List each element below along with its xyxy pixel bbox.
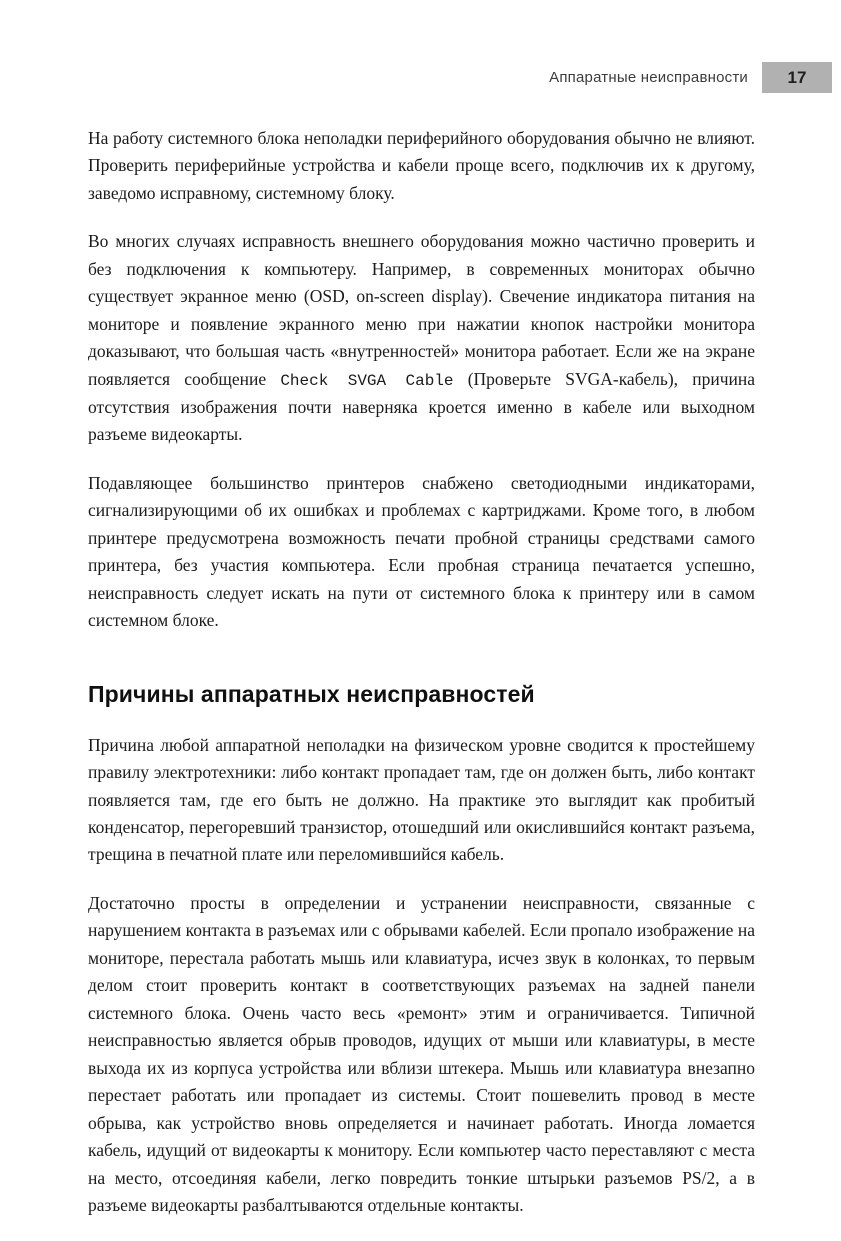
paragraph-contacts-cables: Достаточно просты в определении и устранении неисправности, связанные с нарушением контакта в разъемах или с обрывами кабелей. Если пропало изображение на мониторе, перестала работать мышь или клавиатура, исчез звук в колонках, то первым делом стоит проверить контакт в соответствующих разъемах на задней панели системного блока. Очень часто весь «ремонт» этим и ограничивается. Типичной неисправностью является обрыв проводов, идущих от мыши или клавиатуры, в месте выхода их из корпуса устройства или вблизи штекера. Мышь или клавиатура внезапно перестает работать или пропадает из системы. Стоит пошевелить провод в месте обрыва, как устройство вновь определяется и начинает работать. Иногда ломается кабель, идущий от видеокарты к монитору. Если компьютер часто переставляют с места на место, отсоединяя кабели, легко повредить тонкие штырьки разъемов PS/2, а в разъеме видеокарты разбалтываются отдельные контакты. — [88, 892, 755, 1216]
paragraph-external-check-text-before: Во многих случаях исправность внешнего оборудования можно частично проверить и без подключения к компьютеру. Например, в современных мониторах обычно существует экранное меню (OSD, on-screen display). Свечение индикатора питания на мониторе и появление экранного меню при нажатии кнопок настройки монитора доказывают, что большая часть «внутренностей» монитора работает. Если же на экране появляется сообщение — [88, 231, 755, 389]
page-number-badge: 17 — [762, 62, 832, 93]
section-heading: Причины аппаратных неисправностей — [88, 680, 535, 707]
running-title: Аппаратные неисправности — [549, 69, 748, 86]
code-check-svga-cable: Check SVGA Cable — [280, 371, 454, 390]
paragraph-causes: Причина любой аппаратной неполадки на физическом уровне сводится к простейшему правилу электротехники: либо контакт пропадает там, где он должен быть, либо контакт появляется там, где его быть не должно. На практике это выглядит как пробитый конденсатор, перегоревший транзистор, отошедший или окислившийся контакт разъема, трещина в печатной плате или переломившийся кабель. — [88, 734, 755, 865]
page-content — [88, 125, 755, 1220]
paragraph-external-check-text-after: (Проверьте SVGA-кабель), причина отсутствия изображения почти наверняка кроется именно в кабеле или выходном разъеме видеокарты. — [88, 368, 755, 445]
paragraph-external-check — [88, 228, 755, 448]
page-header — [0, 62, 841, 93]
paragraph-printers: Подавляющее большинство принтеров снабжено светодиодными индикаторами, сигнализирующими об их ошибках и проблемах с картриджами. Кроме того, в любом принтере предусмотрена возможность печати пробной страницы средствами самого принтера, без участия компьютера. Если пробная страница печатается успешно, неисправность следует искать на пути от системного блока к принтеру или в самом системном блоке. — [88, 472, 755, 631]
paragraph-peripherals: На работу системного блока неполадки периферийного оборудования обычно не влияют. Проверить периферийные устройства и кабели проще всего, подключив их к другому, заведомо исправному, системному блоку. — [88, 128, 755, 203]
